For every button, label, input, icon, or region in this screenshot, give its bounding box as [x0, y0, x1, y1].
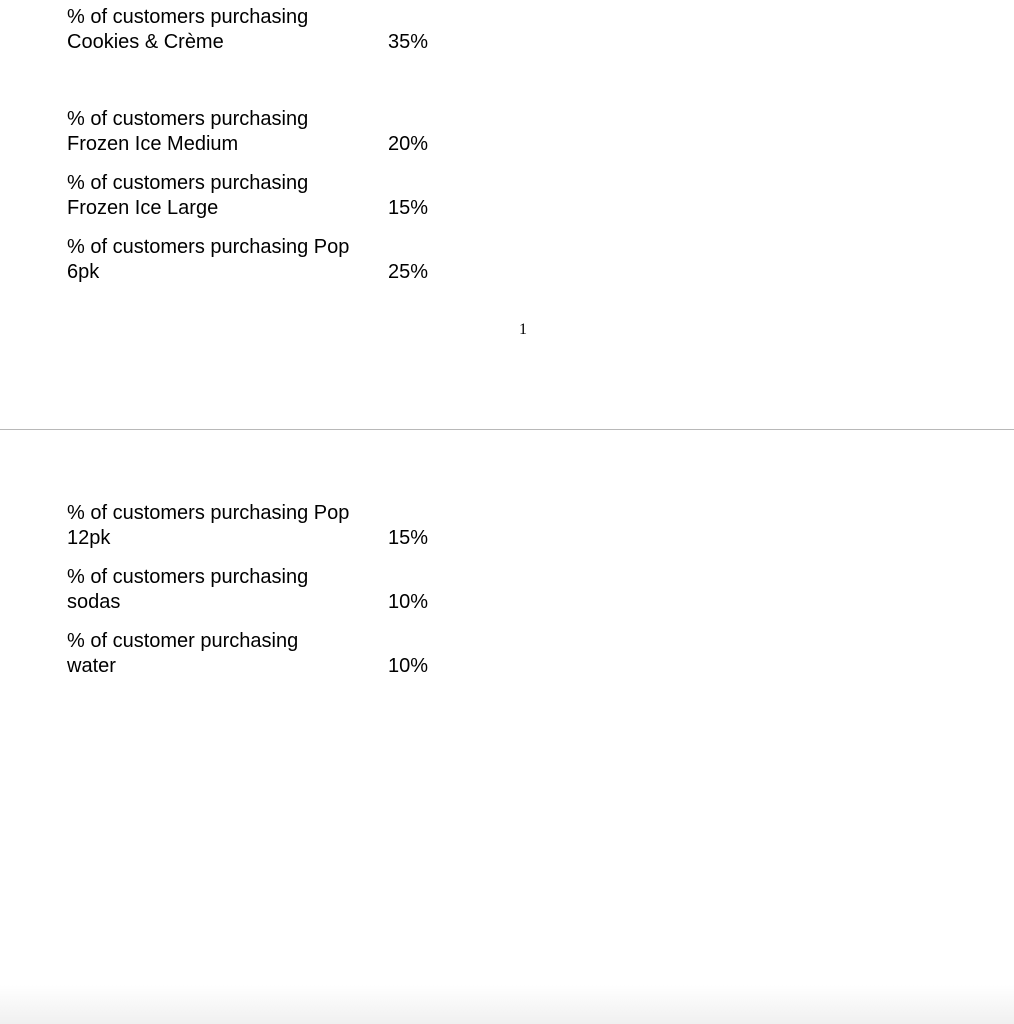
- document-page-1: [0, 0, 1014, 429]
- row-value: 35%: [388, 31, 429, 53]
- viewer-bottom-edge: [0, 985, 1014, 1024]
- row-label: % of customer purchasing water: [67, 630, 299, 677]
- row-value: 15%: [388, 197, 429, 219]
- document-page-2: [0, 430, 1014, 990]
- row-label: % of customers purchasing sodas: [67, 566, 309, 613]
- page-number: 1: [519, 321, 527, 338]
- row-label: % of customers purchasing Pop 6pk: [67, 236, 350, 283]
- row-value: 15%: [388, 527, 429, 549]
- row-label: % of customers purchasing Frozen Ice Medium: [67, 108, 309, 155]
- row-value: 20%: [388, 133, 429, 155]
- row-label: % of customers purchasing Pop 12pk: [67, 502, 350, 549]
- row-label: % of customers purchasing Frozen Ice Large: [67, 172, 309, 219]
- row-value: 10%: [388, 655, 429, 677]
- row-value: 25%: [388, 261, 429, 283]
- row-value: 10%: [388, 591, 429, 613]
- row-label: % of customers purchasing Cookies & Crème: [67, 6, 309, 53]
